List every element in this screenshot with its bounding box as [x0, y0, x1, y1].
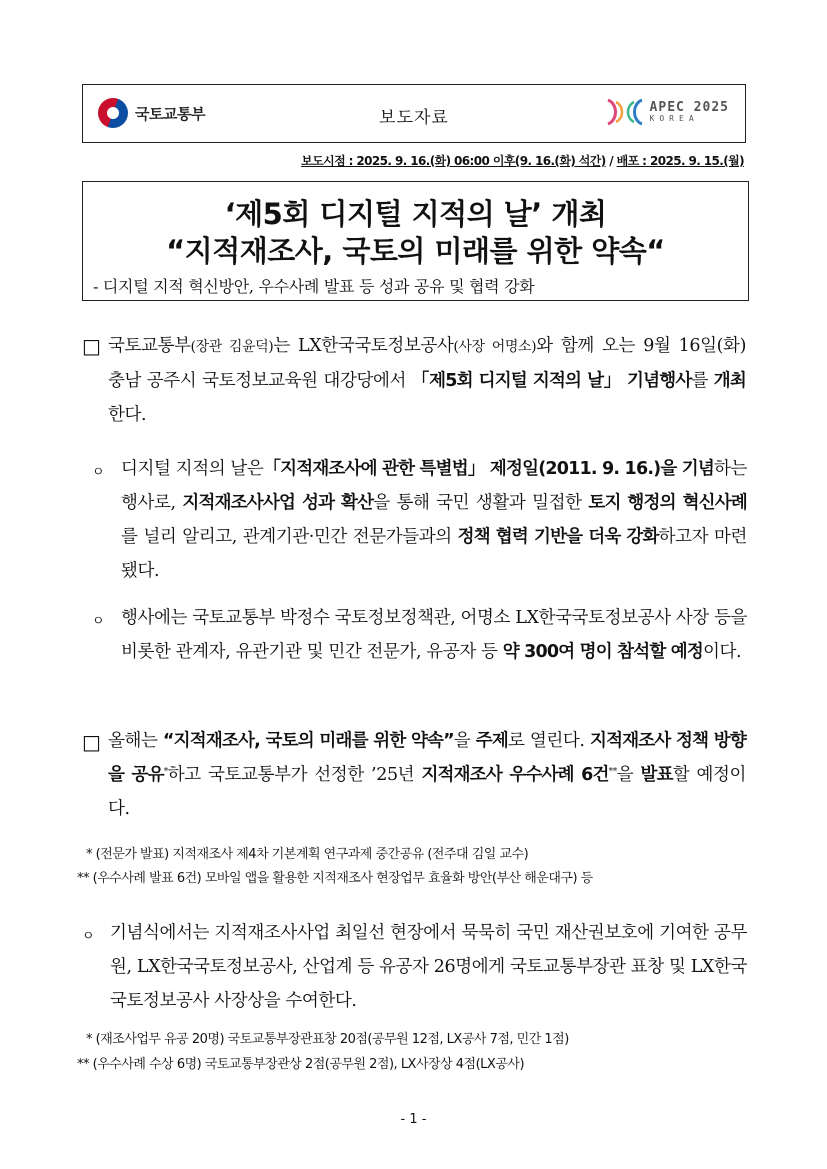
p1-minister: (장관 김윤덕): [190, 339, 274, 355]
footnote-1: * (전문가 발표) 지적재조사 제4차 기본계획 연구과제 중간공유 (전주대 김일 교수): [86, 847, 529, 862]
paragraph-5: 기념식에서는 지적재조사사업 최일선 현장에서 묵묵히 국민 재산권보호에 기여한 공무원, LX한국국토정보공사, 산업계 등 유공자 26명에게 국토교통부장관 표창 및 LX한국국토정보공사 사장상을 수여한다.: [110, 923, 747, 1011]
release-info: [82, 152, 744, 169]
p4-text: 할 예정이다.: [108, 765, 747, 819]
p1-text: 를: [691, 371, 714, 391]
footnote-4: ** (우수사례 수상 6명) 국토교통부장관상 2점(공무원 2점), LX사장상 4점(LX공사): [77, 1057, 525, 1072]
embargo-time: 보도시점 : 2025. 9. 16.(화) 06:00 이후(9. 16.(화) 석간): [301, 154, 606, 168]
p2-text: 을 통해 국민 생활과 밀접한: [373, 493, 589, 513]
footnote-marker: **: [608, 767, 617, 777]
press-release-label: 보도자료: [379, 108, 449, 128]
p1-text: 국토교통부: [108, 336, 191, 356]
square-bullet: □: [82, 334, 101, 358]
distribution-date: 배포 : 2025. 9. 15.(월): [616, 154, 744, 168]
headline-subtitle: - 디지털 지적 혁신방안, 우수사례 발표 등 성과 공유 및 협력 강화: [93, 277, 535, 296]
p4-text: 을: [453, 731, 476, 751]
paragraph-1: [108, 329, 746, 432]
p4-highlight: 발표: [640, 765, 673, 785]
apec-emblem-icon: [604, 96, 646, 128]
p4-highlight: 지적재조사 우수사례 6건: [421, 765, 609, 785]
circle-bullet: ㅇ: [82, 929, 95, 944]
paragraph-3: [121, 601, 747, 669]
p3-text: 행사에는 국토교통부 박정수 국토정보정책관, 어명소 LX한국국토정보공사 사장 등을 비롯한 관계자, 유관기관 및 민간 전문가, 유공자 등: [121, 608, 747, 662]
p1-text: 와 함께 오는 9월 16일(화) 충남 공주시 국토정보교육원 대강당에서: [108, 336, 746, 391]
ministry-name: 국토교통부: [135, 104, 205, 123]
footnote-3: * (재조사업무 유공 20명) 국토교통부장관표창 20점(공무원 12점, LX공사 7점, 민간 1점): [86, 1032, 569, 1047]
apec-logo: [604, 96, 729, 128]
apec-subtitle: KOREA: [649, 113, 699, 123]
p2-date: (2011. 9. 16.)을 기념: [538, 459, 714, 479]
p2-text: 를 널리 알리고, 관계기관·민간 전문가들과의: [121, 527, 458, 547]
headline-line-1: ‘제5회 디지털 지적의 날’ 개최: [224, 197, 607, 231]
footnote-2: ** (우수사례 발표 6건) 모바일 앱을 활용한 지적재조사 현장업무 효율화 방안(부산 해운대구) 등: [77, 871, 593, 886]
p1-text: 한다.: [108, 405, 147, 425]
title-box: [82, 181, 749, 301]
square-bullet: □: [82, 730, 101, 754]
header-box: [82, 84, 746, 143]
headline-line-2: “지적재조사, 국토의 미래를 위한 약속“: [166, 234, 665, 268]
p3-text: 이다.: [702, 642, 742, 662]
p4-highlight: 지적재조사 정책 방향을 공유: [108, 731, 746, 785]
p1-text: 는 LX한국국토정보공사: [273, 336, 454, 356]
footnote-marker: *: [163, 767, 168, 777]
p3-highlight: 약 300여 명이 참석할 예정: [502, 642, 703, 662]
p4-text: 올해는: [108, 731, 163, 751]
p2-text: 디지털 지적의 날은: [121, 459, 264, 479]
p2-highlight: 토지 행정의 혁신사례: [588, 493, 747, 513]
p2-text: 하고자 마련됐다.: [121, 527, 748, 581]
p1-president: (사장 어명소): [453, 339, 537, 355]
release-separator: /: [605, 154, 617, 168]
paragraph-4: [108, 724, 746, 826]
p4-text: 하고 국토교통부가 선정한 ’25년: [167, 765, 422, 785]
circle-bullet: ㅇ: [92, 614, 105, 629]
p2-text: 하는 행사로,: [121, 459, 747, 513]
p4-highlight: 주제: [475, 731, 508, 751]
paragraph-2: [121, 452, 747, 588]
circle-bullet: ㅇ: [92, 465, 105, 480]
p4-text: 을: [616, 765, 641, 785]
p2-highlight: 정책 협력 기반을 더욱 강화: [457, 527, 659, 547]
p1-event-name: 「제5회 디지털 지적의 날」 기념행사: [411, 371, 692, 391]
p1-highlight: 개최: [713, 371, 746, 391]
apec-title: APEC 2025: [649, 99, 729, 115]
p4-theme: “지적재조사, 국토의 미래를 위한 약속”: [162, 731, 454, 751]
p2-law-name: 「지적재조사에 관한 특별법」 제정일: [263, 459, 539, 479]
p2-highlight: 지적재조사사업 성과 확산: [182, 493, 374, 513]
p4-text: 로 열린다.: [508, 731, 590, 751]
page-number: - 1 -: [400, 1112, 427, 1127]
